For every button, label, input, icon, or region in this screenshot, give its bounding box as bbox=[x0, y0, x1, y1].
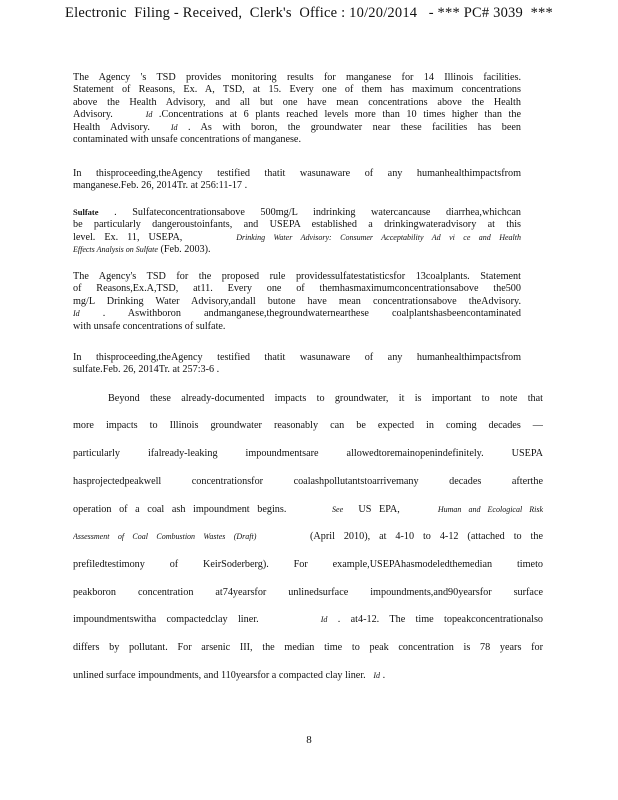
paragraph-manganese-testimony bbox=[73, 168, 521, 193]
citation-id: Id bbox=[373, 671, 381, 680]
citation-title: Human and Ecological Risk bbox=[437, 505, 543, 514]
text-line: prefiledtestimony of KeirSoderberg). For example,USEPAhasmodeledthemedian timeto bbox=[73, 559, 543, 570]
filing-header: Electronic Filing - Received, Clerk's Office : 10/20/2014 - *** PC# 3039 *** bbox=[65, 5, 553, 21]
text-line: mg/L Drinking Water Advisory,andall butone have mean concentrationsabove theAdvisory. bbox=[73, 295, 521, 307]
text-line: manganese.Feb. 26, 2014Tr. at 256:11-17 . bbox=[73, 180, 248, 192]
page-number: 8 bbox=[306, 734, 312, 746]
text-line: particularly ifalready-leaking impoundmentsare allowedtoremainopenindefinitely. USEPA bbox=[73, 448, 543, 459]
text-line: The Agency 's TSD provides monitoring results for manganese for 14 Illinois facilities. bbox=[73, 72, 521, 83]
paragraph-sulfate-tsd bbox=[73, 271, 521, 333]
text-line: In thisproceeding,theAgency testified thatit wasunaware of any humanhealthimpactsfrom bbox=[73, 168, 521, 179]
text-line bbox=[73, 614, 543, 625]
text-line bbox=[73, 122, 521, 134]
text-line bbox=[73, 308, 521, 320]
text-fragment: Advisory. bbox=[73, 109, 113, 121]
text-line: hasprojectedpeakwell concentrationsfor coalashpollutantstoarrivemany decades afterthe bbox=[73, 476, 543, 487]
text-fragment: (Feb. 2003). bbox=[157, 244, 211, 256]
text-line: The Agency's TSD for the proposed rule providessulfatestatisticsfor 13coalplants. Statement bbox=[73, 271, 521, 282]
text-line bbox=[73, 206, 521, 219]
text-line: differs by pollutant. For arsenic III, the median time to peak concentration is 78 years for bbox=[73, 642, 543, 653]
text-line bbox=[73, 531, 543, 542]
text-line: Statement of Reasons, Ex. A, TSD, at 15. Every one of them has maximum concentrations bbox=[73, 84, 521, 96]
text-line: of Reasons,Ex.A,TSD, at11. Every one of themhasmaximumconcentrationsabove the500 bbox=[73, 283, 521, 295]
citation-title: Assessment of Coal Combustion Wastes (Draft) bbox=[73, 532, 257, 541]
text-line: contaminated with unsafe concentrations of manganese. bbox=[73, 134, 302, 146]
text-line bbox=[73, 109, 521, 121]
text-fragment: level. Ex. 11, USEPA, bbox=[73, 231, 183, 243]
citation-id: Id bbox=[170, 122, 178, 132]
text-fragment: Health Advisory. bbox=[73, 121, 150, 133]
signal-see: See bbox=[332, 505, 344, 514]
paragraph-sulfate-testimony bbox=[73, 352, 521, 377]
text-fragment: unlined surface impoundments, and 110yearsfor a compacted clay liner. bbox=[73, 670, 366, 681]
text-line: above the Health Advisory, and all but one have mean concentrations above the Health bbox=[73, 96, 521, 108]
text-line: peakboron concentration at74yearsfor unlinedsurface impoundments,and90yearsfor surface bbox=[73, 587, 543, 598]
text-fragment: . Sulfateconcentrationsabove 500mg/L indrinking watercancause diarrhea,whichcan bbox=[98, 207, 521, 218]
citation-id: Id bbox=[73, 309, 80, 319]
paragraph-manganese bbox=[73, 72, 521, 146]
text-line: Beyond these already-documented impacts to groundwater, it is important to note that bbox=[108, 393, 543, 404]
citation-title: Effects Analysis on Sulfate bbox=[73, 245, 158, 255]
citation-id: Id bbox=[145, 110, 153, 120]
text-fragment: . bbox=[382, 670, 386, 681]
text-fragment: . As with boron, the groundwater near these facilities has been bbox=[177, 121, 521, 133]
text-line: more impacts to Illinois groundwater reasonably can be expected in coming decades — bbox=[73, 420, 543, 431]
citation-id: Id bbox=[320, 615, 328, 624]
text-fragment: operation of a coal ash impoundment begins. bbox=[73, 504, 287, 515]
text-fragment: US EPA, bbox=[358, 504, 400, 515]
text-line bbox=[73, 670, 385, 681]
text-line: with unsafe concentrations of sulfate. bbox=[73, 320, 226, 332]
text-line bbox=[73, 504, 543, 515]
text-line bbox=[73, 232, 521, 244]
text-line: sulfate.Feb. 26, 2014Tr. at 257:3-6 . bbox=[73, 364, 220, 376]
text-fragment: . at4-12. The time topeakconcentrationalso bbox=[337, 614, 543, 625]
text-fragment: (April 2010), at 4-10 to 4-12 (attached to the bbox=[310, 531, 543, 542]
text-fragment: . Aswithboron andmanganese,thegroundwaternearthese coalplantshasbeencontaminated bbox=[79, 308, 521, 320]
text-line bbox=[73, 244, 521, 256]
text-line: In thisproceeding,theAgency testified thatit wasunaware of any humanhealthimpactsfrom bbox=[73, 352, 521, 363]
text-fragment: .Concentrations at 6 plants reached levels more than 10 times higher than the bbox=[152, 109, 521, 121]
paragraph-sulfate bbox=[73, 206, 521, 257]
text-line: be particularly dangeroustoinfants, and USEPA established a drinkingwateradvisory at this bbox=[73, 219, 521, 231]
sulfate-lead: Sulfate bbox=[73, 207, 99, 217]
text-fragment: impoundmentswitha compactedclay liner. bbox=[73, 614, 259, 625]
citation-title: Drinking Water Advisory: Consumer Acceptability Ad vi ce and Health bbox=[236, 232, 521, 242]
